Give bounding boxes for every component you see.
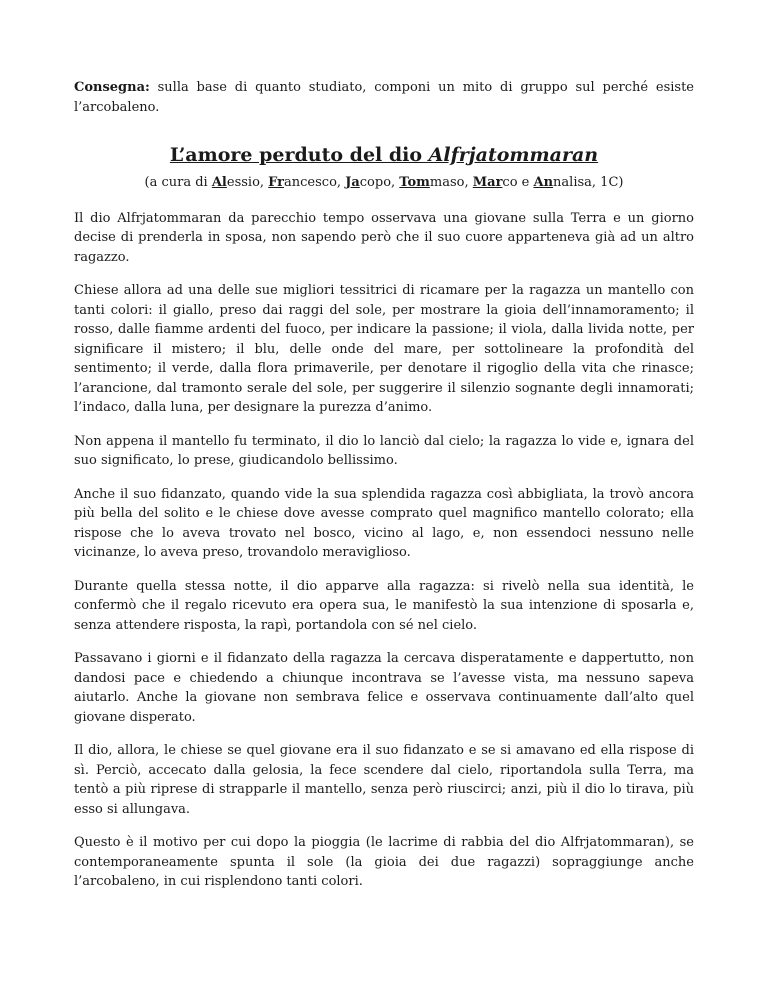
assignment-lead: Consegna: <box>74 80 150 95</box>
author-rest: ancesco <box>284 175 337 190</box>
credits-separator: , <box>464 175 473 190</box>
credits-separator: e <box>517 175 534 190</box>
story-credits <box>74 173 694 193</box>
assignment-text <box>74 78 694 117</box>
story-paragraph: Questo è il motivo per cui dopo la pioggia (le lacrime di rabbia del dio Alfrjatommaran), se contemporaneamente spunta il sole (la gioia dei due ragazzi) sopraggiunge anche l’arcobaleno, in cui risplendono tanti colori. <box>74 835 694 889</box>
author-initial: Al <box>211 175 227 190</box>
author-initial: An <box>533 175 554 190</box>
author-initial: Mar <box>472 175 503 190</box>
credits-separator: , <box>336 175 346 190</box>
author-rest: maso <box>429 175 465 190</box>
document-page <box>74 78 694 906</box>
story-title-prefix: L’amore perduto del dio <box>169 144 429 166</box>
author-rest: co <box>502 175 518 190</box>
story-paragraph: Chiese allora ad una delle sue migliori tessitrici di ricamare per la ragazza un mantello con tanti colori: il giallo, preso dai raggi del sole, per mostrare la gioia dell’innamoramento; il rosso, dalle fiamme ardenti del fuoco, per indicare la passione; il viola, dalla livida notte, per significare il mistero; il blu, delle onde del mare, per sottolineare la profondità del sentimento; il verde, dalla flora primaverile, per denotare il rigoglio della vita che rinasce; l’arancione, dal tramonto serale del sole, per suggerire il silenzio sognante degli innamorati; l’indaco, dalla luna, per designare la purezza d’animo. <box>74 283 694 415</box>
author-rest: essio <box>226 175 260 190</box>
story-paragraph: Anche il suo fidanzato, quando vide la sua splendida ragazza così abbigliata, la trovò ancora più bella del solito e le chiese dove avesse comprato quel magnifico mantello colorato; ella rispose che lo aveva trovato nel bosco, vicino al lago, e, non essendoci nessuno nelle vicinanze, lo aveva preso, trovandolo meraviglioso. <box>74 486 694 560</box>
credits-close: , 1C) <box>591 175 624 190</box>
author-initial: Fr <box>268 175 285 190</box>
author-initial: Ja <box>345 175 360 190</box>
credits-open: (a cura di <box>144 175 212 190</box>
story-paragraph: Il dio, allora, le chiese se quel giovane era il suo fidanzato e se si amavano ed ella rispose di sì. Perciò, accecato dalla gelosia, la fece scendere dal cielo, riportandola sulla Terra, ma tentò a più riprese di strapparle il mantello, senza però riuscirci; anzi, più il dio lo tirava, più esso si allungava. <box>74 743 694 817</box>
author-rest: copo <box>359 175 392 190</box>
story-paragraph: Passavano i giorni e il fidanzato della ragazza la cercava disperatamente e dappertutto, non dandosi pace e chiedendo a chiunque incontrava se l’avesse vista, ma nessuno sapeva aiutarlo. Anche la giovane non sembrava felice e osservava continuamente dall’alto quel giovane disperato. <box>74 651 694 725</box>
story-paragraph: Non appena il mantello fu terminato, il dio lo lanciò dal cielo; la ragazza lo vide e, ignara del suo significato, lo prese, giudicandolo bellissimo. <box>74 433 694 468</box>
author-initial: Tom <box>399 175 430 190</box>
assignment-body: sulla base di quanto studiato, componi un mito di gruppo sul perché esiste l’arcobaleno. <box>74 80 694 115</box>
credits-separator: , <box>391 175 400 190</box>
author-rest: nalisa <box>553 175 592 190</box>
story-paragraph: Durante quella stessa notte, il dio apparve alla ragazza: si rivelò nella sua identità, le confermò che il regalo ricevuto era opera sua, le manifestò la sua intenzione di sposarla e, senza attendere risposta, la rapì, portandola con sé nel cielo. <box>74 578 694 633</box>
story-title <box>74 143 694 167</box>
credits-separator: , <box>259 175 269 190</box>
story-title-name: Alfrjatommaran <box>428 144 599 166</box>
story-paragraph: Il dio Alfrjatommaran da parecchio tempo osservava una giovane sulla Terra e un giorno decise di prenderla in sposa, non sapendo però che il suo cuore apparteneva già ad un altro ragazzo. <box>74 210 694 265</box>
